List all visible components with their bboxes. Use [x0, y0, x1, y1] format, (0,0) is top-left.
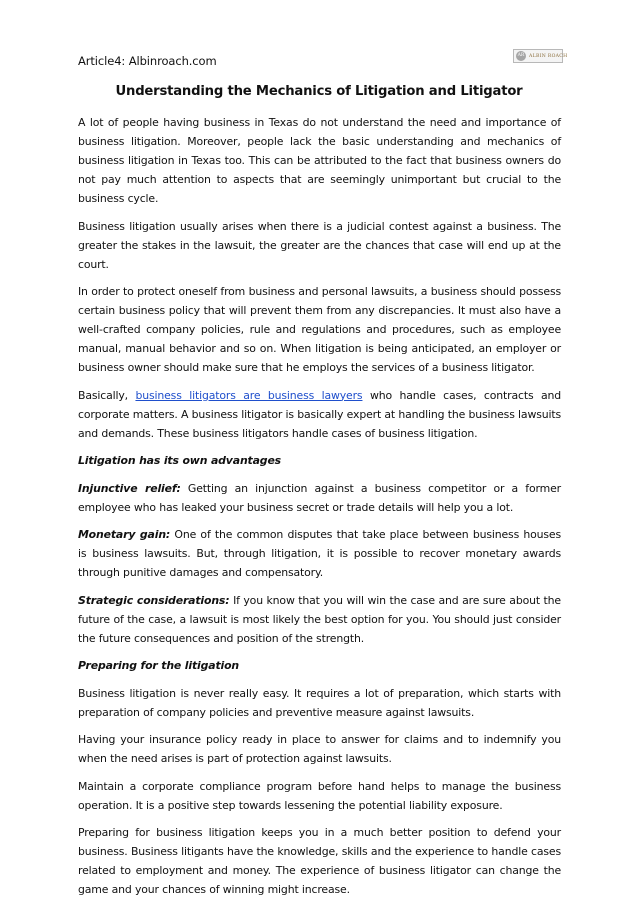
- text-strategic: If you know that you will win the case and are sure about the future of the case, a lawsuit is most likely the best option for you. You should just consider the future consequences and position of the strength.: [78, 593, 561, 645]
- label-injunctive-relief: Injunctive relief:: [78, 481, 181, 495]
- article-title: Understanding the Mechanics of Litigation and Litigator: [115, 84, 523, 99]
- text-monetary-gain: One of the common disputes that take place between business houses is business lawsuits. But, through litigation, it is possible to recover monetary awards through punitive damages and compensatory.: [78, 528, 561, 579]
- heading-preparing: Preparing for the litigation: [78, 659, 240, 672]
- paragraph-protection: In order to protect oneself from business and personal lawsuits, a business should possess certain business policy that will prevent them from any discrepancies. It must also have a well-crafted company policies, rule and regulations and procedures, such as employee manual, manual behavior and so on. When litigation is being anticipated, an employer or business owner should make sure that he employs the services of a business litigator.: [78, 285, 561, 374]
- paragraph-intro: A lot of people having business in Texas do not understand the need and importance of business litigation. Moreover, people lack the basic understanding and mechanics of business litigation in Texas too. This can be attributed to the fact that business owners do not pay much attention to aspects that are seemingly unimportant but crucial to the business cycle.: [78, 116, 561, 205]
- label-strategic: Strategic considerations:: [78, 593, 230, 607]
- paragraph-compliance: Maintain a corporate compliance program before hand helps to manage the business operation. It is a positive step towards lessening the potential liability exposure.: [78, 779, 561, 812]
- logo-mark-icon: AR: [516, 51, 526, 61]
- paragraph-defend: Preparing for business litigation keeps you in a much better position to defend your business. Business litigants have the knowledge, skills and the experience to handle cases related to employment and money. The experience of business litigator can change the game and your chances of winning might increase.: [78, 826, 561, 896]
- paragraph-injunctive-relief: [78, 479, 561, 517]
- header-label: Article4: Albinroach.com: [78, 54, 217, 68]
- heading-advantages: Litigation has its own advantages: [78, 454, 282, 467]
- text-injunctive-relief: Getting an injunction against a business competitor or a former employee who has leaked your business secret or trade details will help you a lot.: [78, 481, 561, 514]
- paragraph-judicial-contest: Business litigation usually arises when there is a judicial contest against a business. The greater the stakes in the lawsuit, the greater are the chances that case will end up at the court.: [78, 219, 561, 271]
- business-litigators-link[interactable]: business litigators are business lawyers: [135, 388, 363, 402]
- logo-text: ALBIN ROACH: [529, 53, 568, 59]
- label-monetary-gain: Monetary gain:: [78, 528, 171, 541]
- paragraph-strategic: [78, 591, 561, 648]
- paragraph-litigators-after: who handle cases, contracts and corporate matters. A business litigator is basically expert at handling the business lawsuits and demands. These business litigators handle cases of business litigation.: [78, 388, 561, 440]
- albin-roach-logo: [513, 49, 568, 63]
- article-body: [78, 113, 561, 908]
- paragraph-litigators: [78, 386, 561, 443]
- paragraph-monetary-gain: [78, 525, 561, 582]
- paragraph-preparation: Business litigation is never really easy. It requires a lot of preparation, which starts with preparation of company policies and preventive measure against lawsuits.: [78, 686, 561, 719]
- paragraph-litigators-before: Basically,: [78, 388, 136, 402]
- paragraph-insurance: Having your insurance policy ready in place to answer for claims and to indemnify you when the need arises is part of protection against lawsuits.: [78, 733, 561, 765]
